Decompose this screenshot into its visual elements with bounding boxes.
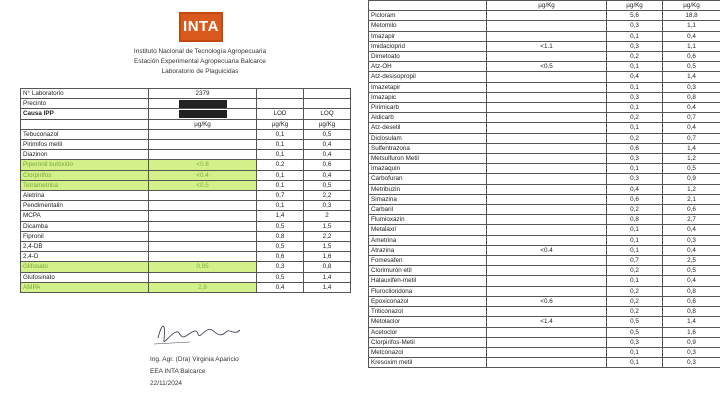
table-row	[369, 174, 720, 184]
compound-name: Tetrametrina	[21, 180, 149, 190]
result-value: <0.4	[487, 245, 607, 255]
result-value	[149, 201, 257, 211]
lab-number-row	[21, 89, 351, 99]
result-value	[487, 72, 607, 82]
lod-value: 0,5	[607, 317, 663, 327]
table-row	[21, 211, 351, 221]
compound-name: Flumioxazin	[369, 215, 487, 225]
loq-value: 1,2	[663, 184, 720, 194]
lod-value: 0,4	[607, 184, 663, 194]
table-row	[369, 256, 720, 266]
lod-value: 0,1	[607, 31, 663, 41]
result-value: <0.5	[149, 180, 257, 190]
table-row	[369, 62, 720, 72]
compound-name: Atz-OH	[369, 62, 487, 72]
result-value	[149, 252, 257, 262]
table-row	[21, 272, 351, 282]
compound-name: Halauxifen-metil	[369, 276, 487, 286]
lod-value: 0,3	[607, 174, 663, 184]
table-row	[369, 276, 720, 286]
compound-name: Clorimurón etil	[369, 266, 487, 276]
table-row	[21, 129, 351, 139]
precinto-row	[21, 99, 351, 109]
table-row	[21, 252, 351, 262]
compound-name: Kresoxim metil	[369, 358, 487, 368]
loq-value: 2,5	[663, 256, 720, 266]
table-row	[369, 41, 720, 51]
loq-value: 1,1	[663, 21, 720, 31]
loq-value: 0,4	[304, 170, 351, 180]
right-page	[368, 0, 720, 405]
result-value	[487, 205, 607, 215]
lod-value: 0,2	[607, 205, 663, 215]
loq-value: 0,4	[304, 140, 351, 150]
table-row	[369, 307, 720, 317]
lod-value: 0,1	[607, 276, 663, 286]
lod-value: 0,5	[257, 272, 304, 282]
loq-value: 0,6	[663, 52, 720, 62]
lod-value: 0,1	[607, 235, 663, 245]
table-row	[369, 92, 720, 102]
table-row	[369, 215, 720, 225]
loq-value: 0,3	[663, 358, 720, 368]
result-value	[487, 154, 607, 164]
signature-scribble	[150, 318, 260, 350]
compound-name: Atrazina	[369, 245, 487, 255]
compound-name: MCPA	[21, 211, 149, 221]
compound-name: Imazaquin	[369, 164, 487, 174]
lod-value: 0,1	[257, 140, 304, 150]
table-row	[21, 160, 351, 170]
table-row	[369, 103, 720, 113]
result-value	[149, 242, 257, 252]
loq-value: 0,5	[663, 62, 720, 72]
unit-loq: µg/Kg	[304, 119, 351, 129]
result-value	[487, 225, 607, 235]
loq-value: 0,5	[304, 129, 351, 139]
lod-value: 0,2	[607, 286, 663, 296]
signature-date: 22/11/2024	[150, 380, 183, 387]
result-value	[487, 103, 607, 113]
unit-loq: µg/Kg	[663, 1, 720, 11]
compound-name: Pirimicarb	[369, 103, 487, 113]
compound-name: Pirimifos metil	[21, 140, 149, 150]
result-value	[487, 235, 607, 245]
compound-name: Imazetapir	[369, 82, 487, 92]
result-value	[487, 307, 607, 317]
lod-value: 0,2	[607, 266, 663, 276]
table-row	[369, 225, 720, 235]
unit-lod: µg/Kg	[607, 1, 663, 11]
table-row	[369, 21, 720, 31]
result-value	[149, 191, 257, 201]
compound-name: Imidacloprid	[369, 41, 487, 51]
result-value	[487, 337, 607, 347]
lod-value: 0,2	[607, 52, 663, 62]
lod-value: 0,1	[607, 358, 663, 368]
lod-value: 0,2	[607, 307, 663, 317]
loq-value: 1,5	[304, 221, 351, 231]
lod-value: 0,1	[607, 225, 663, 235]
table-row	[369, 31, 720, 41]
result-value: <0.5	[487, 62, 607, 72]
precinto-label: Precinto	[21, 99, 149, 109]
lod-value: 0,7	[607, 256, 663, 266]
result-value	[487, 113, 607, 123]
lod-value: 0,1	[607, 103, 663, 113]
result-value: <0.6	[149, 160, 257, 170]
table-row	[21, 201, 351, 211]
result-value	[149, 129, 257, 139]
loq-value: 0,8	[663, 307, 720, 317]
station-name: Estación Experimental Agropecuaria Balcarce	[134, 58, 266, 65]
lod-value: 0,1	[607, 82, 663, 92]
result-value	[149, 211, 257, 221]
lod-value: 0,1	[607, 347, 663, 357]
unit-value: µg/Kg	[149, 119, 257, 129]
result-value	[487, 347, 607, 357]
table-row	[369, 286, 720, 296]
lod-value: 0,2	[257, 160, 304, 170]
lod-value: 0,3	[607, 41, 663, 51]
compound-name: Fluroclioridona	[369, 286, 487, 296]
compound-name: Atz-desetil	[369, 123, 487, 133]
lod-value: 0,6	[257, 252, 304, 262]
table-row	[369, 347, 720, 357]
table-row	[369, 266, 720, 276]
result-value	[149, 272, 257, 282]
loq-value: 0,7	[663, 133, 720, 143]
table-row	[21, 191, 351, 201]
lod-value: 0,1	[257, 150, 304, 160]
result-value	[487, 276, 607, 286]
loq-value: 0,9	[663, 337, 720, 347]
compound-name: Metsulfuron Metil	[369, 154, 487, 164]
table-row	[21, 242, 351, 252]
compound-name: Clorpirifos-Metil	[369, 337, 487, 347]
loq-value: 1,6	[304, 252, 351, 262]
loq-value: 0,6	[304, 160, 351, 170]
compound-name: Diazinon	[21, 150, 149, 160]
result-value: 0,95	[149, 262, 257, 272]
table-row	[369, 235, 720, 245]
table-row	[369, 164, 720, 174]
compound-name: Fipronil	[21, 231, 149, 241]
compound-name: Carbofuran	[369, 174, 487, 184]
compound-name: Ametrina	[369, 235, 487, 245]
loq-value: 0,8	[663, 286, 720, 296]
compound-name: Clorpirifos	[21, 170, 149, 180]
lod-value: 0,4	[607, 72, 663, 82]
lod-value: 0,6	[607, 143, 663, 153]
result-value	[487, 31, 607, 41]
lab-number-label: N° Laboratorio	[21, 89, 149, 99]
compound-name: Sulfentrazona	[369, 143, 487, 153]
loq-value: 0,4	[663, 276, 720, 286]
causa-label: Causa IPP	[21, 109, 149, 119]
compound-name: Acetoclor	[369, 327, 487, 337]
unit-row	[21, 119, 351, 129]
table-row	[21, 170, 351, 180]
loq-value: 0,8	[663, 92, 720, 102]
lod-value: 0,1	[257, 180, 304, 190]
lod-value: 0,3	[607, 21, 663, 31]
loq-value: 0,4	[663, 123, 720, 133]
table-row	[369, 184, 720, 194]
compound-name: Picloram	[369, 11, 487, 21]
lab-number-value: 2379	[149, 89, 257, 99]
lod-value: 0,7	[257, 191, 304, 201]
table-row	[369, 245, 720, 255]
loq-value: 0,8	[304, 262, 351, 272]
lod-value: 0,1	[607, 62, 663, 72]
lod-value: 0,3	[607, 154, 663, 164]
result-value	[149, 140, 257, 150]
col-loq-header: LOQ	[304, 109, 351, 119]
result-value	[487, 143, 607, 153]
compound-name: Metalaxil	[369, 225, 487, 235]
result-value	[487, 82, 607, 92]
lod-value: 0,3	[257, 262, 304, 272]
redacted-block	[179, 100, 227, 108]
compound-name: Fomesafen	[369, 256, 487, 266]
compound-name: Metolaclor	[369, 317, 487, 327]
lod-value: 0,5	[257, 242, 304, 252]
table-row	[369, 154, 720, 164]
loq-value: 1,6	[663, 327, 720, 337]
compound-name: AMPA	[21, 282, 149, 292]
compound-name: Aletrina	[21, 191, 149, 201]
loq-value: 0,4	[663, 225, 720, 235]
loq-value: 0,3	[304, 201, 351, 211]
loq-value: 2,7	[663, 215, 720, 225]
lod-value: 0,4	[257, 282, 304, 292]
loq-value: 0,4	[663, 31, 720, 41]
result-value	[487, 256, 607, 266]
loq-value: 0,4	[663, 103, 720, 113]
table-row	[21, 262, 351, 272]
result-value	[487, 215, 607, 225]
causa-row	[21, 109, 351, 119]
loq-value: 2,2	[304, 231, 351, 241]
lod-value: 0,1	[607, 245, 663, 255]
compound-name: Simazina	[369, 194, 487, 204]
loq-value: 1,5	[304, 242, 351, 252]
compound-name: Dimetoato	[369, 52, 487, 62]
result-value: 2,8	[149, 282, 257, 292]
result-value: <0.4	[149, 170, 257, 180]
loq-value: 0,7	[663, 113, 720, 123]
result-value	[487, 164, 607, 174]
compound-name: Aldicarb	[369, 113, 487, 123]
result-value: <1.1	[487, 41, 607, 51]
compound-name: 2,4-DB	[21, 242, 149, 252]
loq-value: 1,1	[663, 41, 720, 51]
table-row	[369, 337, 720, 347]
compound-name: 2,4-D	[21, 252, 149, 262]
table-row	[21, 140, 351, 150]
lod-value: 0,3	[607, 92, 663, 102]
loq-value: 0,4	[663, 245, 720, 255]
loq-value: 0,5	[304, 180, 351, 190]
loq-value: 1,4	[304, 282, 351, 292]
loq-value: 2,1	[663, 194, 720, 204]
result-value	[487, 133, 607, 143]
compound-name: Piperonil butóxido	[21, 160, 149, 170]
result-value: <1.4	[487, 317, 607, 327]
loq-value: 0,5	[663, 164, 720, 174]
loq-value: 1,2	[663, 154, 720, 164]
table-row	[369, 327, 720, 337]
result-value	[487, 327, 607, 337]
result-value	[487, 123, 607, 133]
redacted-block	[179, 110, 227, 118]
result-value	[487, 52, 607, 62]
compound-name: Glifosato	[21, 262, 149, 272]
table-row	[369, 113, 720, 123]
lod-value: 0,2	[607, 296, 663, 306]
loq-value: 0,3	[663, 82, 720, 92]
table-row	[369, 82, 720, 92]
table-row	[369, 72, 720, 82]
loq-value: 1,4	[663, 317, 720, 327]
lod-value: 0,2	[607, 133, 663, 143]
loq-value: 18,8	[663, 11, 720, 21]
lab-name: Laboratorio de Plaguicidas	[161, 68, 239, 75]
lod-value: 0,8	[257, 231, 304, 241]
loq-value: 0,4	[304, 150, 351, 160]
compound-name: Dicamba	[21, 221, 149, 231]
result-value	[149, 231, 257, 241]
result-value	[487, 11, 607, 21]
loq-value: 1,4	[304, 272, 351, 282]
result-value	[487, 92, 607, 102]
compound-name: Tebuconazol	[21, 129, 149, 139]
table-row	[369, 194, 720, 204]
loq-value: 0,3	[663, 347, 720, 357]
lod-value: 0,5	[257, 221, 304, 231]
logo-text: INTA	[183, 18, 219, 35]
table-row	[21, 282, 351, 292]
table-row	[369, 143, 720, 153]
compound-name: Imazapic	[369, 92, 487, 102]
result-value	[487, 174, 607, 184]
lod-value: 0,1	[257, 201, 304, 211]
table-row	[21, 231, 351, 241]
compound-name: Diclosulam	[369, 133, 487, 143]
table-row	[369, 358, 720, 368]
compound-name: Pendimentalin	[21, 201, 149, 211]
compound-name: Triticonazol	[369, 307, 487, 317]
compound-name: Metomilo	[369, 21, 487, 31]
signer-place: EEA INTA Balcarce	[150, 368, 206, 375]
lod-value: 0,1	[607, 164, 663, 174]
compound-name: Atz-desisopropil	[369, 72, 487, 82]
lod-value: 0,2	[607, 113, 663, 123]
loq-value: 0,6	[663, 296, 720, 306]
lod-value: 0,3	[607, 337, 663, 347]
compound-name: Metribuzin	[369, 184, 487, 194]
loq-value: 1,4	[663, 143, 720, 153]
loq-value: 1,4	[663, 72, 720, 82]
compound-name: Metconazol	[369, 347, 487, 357]
result-value	[487, 358, 607, 368]
lod-value: 0,8	[607, 215, 663, 225]
lod-value: 0,1	[257, 170, 304, 180]
lod-value: 1,4	[257, 211, 304, 221]
result-value: <0.6	[487, 296, 607, 306]
unit-lod: µg/Kg	[257, 119, 304, 129]
result-value	[487, 184, 607, 194]
result-value	[487, 21, 607, 31]
loq-value: 0,9	[663, 174, 720, 184]
compound-name: Carbaril	[369, 205, 487, 215]
result-value	[149, 150, 257, 160]
lod-value: 5,6	[607, 11, 663, 21]
result-value	[149, 221, 257, 231]
table-row	[21, 221, 351, 231]
loq-value: 0,3	[663, 235, 720, 245]
table-row	[21, 180, 351, 190]
compound-name: Imazapir	[369, 31, 487, 41]
loq-value: 0,5	[663, 266, 720, 276]
signer-name: Ing. Agr. (Dra) Virginia Aparicio	[150, 356, 239, 363]
results-table-right	[368, 0, 720, 368]
table-row	[369, 296, 720, 306]
loq-value: 2,2	[304, 191, 351, 201]
loq-value: 2	[304, 211, 351, 221]
lod-value: 0,5	[607, 327, 663, 337]
table-row	[369, 205, 720, 215]
unit-header-row	[369, 1, 720, 11]
table-row	[21, 150, 351, 160]
compound-name: Glufosinato	[21, 272, 149, 282]
lod-value: 0,1	[607, 123, 663, 133]
lod-value: 0,6	[607, 194, 663, 204]
table-row	[369, 11, 720, 21]
table-row	[369, 133, 720, 143]
lod-value: 0,1	[257, 129, 304, 139]
compound-name: Epoxiconazol	[369, 296, 487, 306]
unit-value: µg/Kg	[487, 1, 607, 11]
col-lod-header: LOD	[257, 109, 304, 119]
institute-name: Instituto Nacional de Tecnología Agropecuaria	[133, 48, 267, 55]
result-value	[487, 194, 607, 204]
inta-logo	[179, 12, 223, 42]
table-row	[369, 52, 720, 62]
result-value	[487, 266, 607, 276]
table-row	[369, 317, 720, 327]
results-table-left	[20, 88, 351, 293]
result-value	[487, 286, 607, 296]
table-row	[369, 123, 720, 133]
loq-value: 0,6	[663, 205, 720, 215]
